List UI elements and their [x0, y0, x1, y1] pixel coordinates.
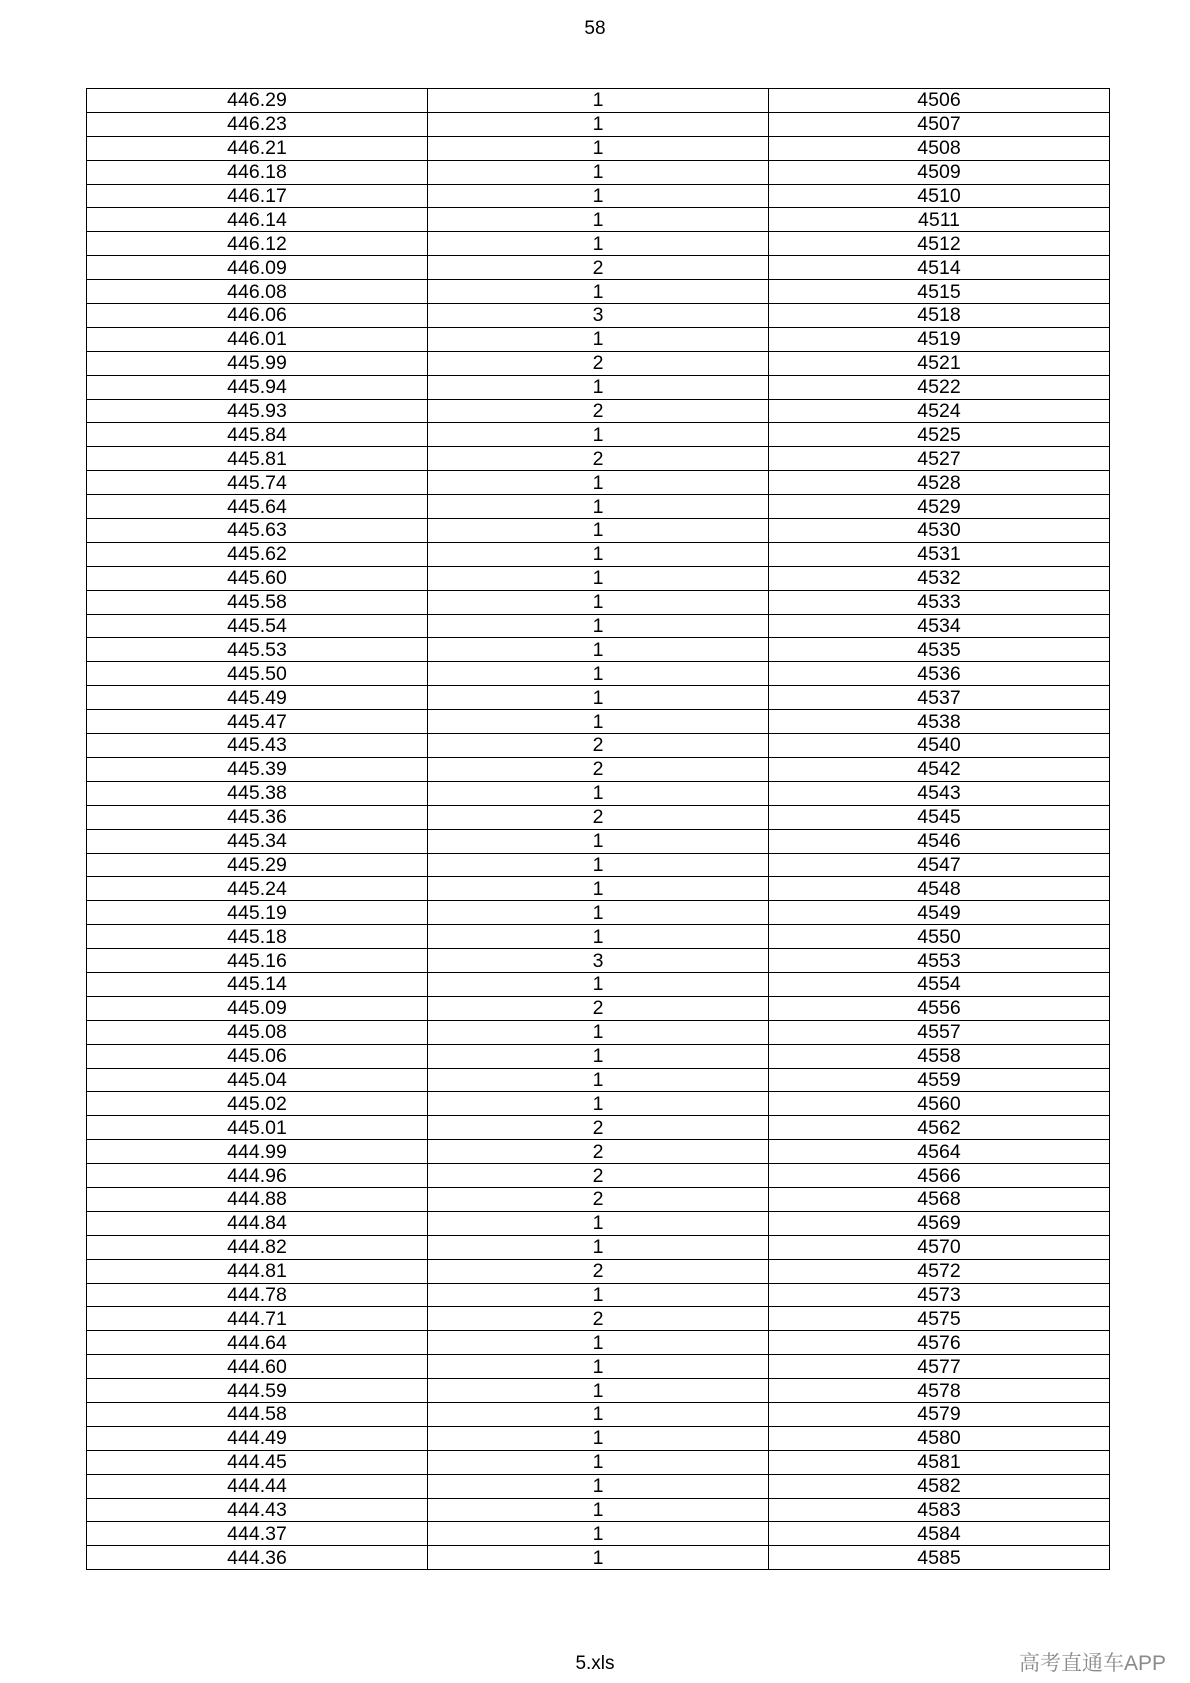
table-row — [87, 1331, 1110, 1355]
score-cell: 445.53 — [87, 638, 428, 662]
table-row — [87, 805, 1110, 829]
cumulative-cell: 4510 — [769, 184, 1110, 208]
score-cell: 445.08 — [87, 1020, 428, 1044]
cumulative-cell: 4515 — [769, 280, 1110, 304]
cumulative-cell: 4562 — [769, 1116, 1110, 1140]
table-row — [87, 949, 1110, 973]
count-cell: 1 — [428, 136, 769, 160]
cumulative-cell: 4531 — [769, 542, 1110, 566]
cumulative-cell: 4559 — [769, 1068, 1110, 1092]
table-row — [87, 1283, 1110, 1307]
cumulative-cell: 4558 — [769, 1044, 1110, 1068]
table-row — [87, 925, 1110, 949]
score-cell: 444.99 — [87, 1140, 428, 1164]
score-cell: 445.04 — [87, 1068, 428, 1092]
count-cell: 1 — [428, 781, 769, 805]
table-row — [87, 566, 1110, 590]
count-cell: 1 — [428, 901, 769, 925]
table-row — [87, 1044, 1110, 1068]
table-row — [87, 1164, 1110, 1188]
count-cell: 2 — [428, 1187, 769, 1211]
count-cell: 1 — [428, 471, 769, 495]
score-cell: 444.81 — [87, 1259, 428, 1283]
count-cell: 1 — [428, 375, 769, 399]
table-row — [87, 996, 1110, 1020]
cumulative-cell: 4557 — [769, 1020, 1110, 1044]
cumulative-cell: 4538 — [769, 710, 1110, 734]
count-cell: 2 — [428, 256, 769, 280]
count-cell: 1 — [428, 208, 769, 232]
count-cell: 1 — [428, 638, 769, 662]
cumulative-cell: 4581 — [769, 1450, 1110, 1474]
table-row — [87, 184, 1110, 208]
cumulative-cell: 4585 — [769, 1546, 1110, 1570]
count-cell: 1 — [428, 1355, 769, 1379]
count-cell: 2 — [428, 351, 769, 375]
score-cell: 445.81 — [87, 447, 428, 471]
cumulative-cell: 4543 — [769, 781, 1110, 805]
score-cell: 446.14 — [87, 208, 428, 232]
count-cell: 1 — [428, 423, 769, 447]
table-row — [87, 686, 1110, 710]
cumulative-cell: 4511 — [769, 208, 1110, 232]
cumulative-cell: 4507 — [769, 112, 1110, 136]
table-row — [87, 757, 1110, 781]
table-row — [87, 1355, 1110, 1379]
table-row — [87, 1140, 1110, 1164]
count-cell: 1 — [428, 1450, 769, 1474]
score-cell: 445.16 — [87, 949, 428, 973]
score-cell: 445.58 — [87, 590, 428, 614]
score-cell: 444.49 — [87, 1426, 428, 1450]
cumulative-cell: 4584 — [769, 1522, 1110, 1546]
cumulative-cell: 4522 — [769, 375, 1110, 399]
count-cell: 2 — [428, 1140, 769, 1164]
score-cell: 445.93 — [87, 399, 428, 423]
count-cell: 1 — [428, 160, 769, 184]
score-cell: 445.84 — [87, 423, 428, 447]
cumulative-cell: 4524 — [769, 399, 1110, 423]
score-cell: 446.23 — [87, 112, 428, 136]
score-cell: 445.94 — [87, 375, 428, 399]
table-row — [87, 972, 1110, 996]
table-row — [87, 901, 1110, 925]
table-row — [87, 1402, 1110, 1426]
score-cell: 445.43 — [87, 734, 428, 758]
count-cell: 1 — [428, 829, 769, 853]
table-row — [87, 662, 1110, 686]
score-cell: 446.18 — [87, 160, 428, 184]
count-cell: 1 — [428, 112, 769, 136]
count-cell: 2 — [428, 1116, 769, 1140]
cumulative-cell: 4576 — [769, 1331, 1110, 1355]
table-row — [87, 375, 1110, 399]
cumulative-cell: 4506 — [769, 89, 1110, 113]
score-cell: 446.06 — [87, 304, 428, 328]
score-cell: 444.84 — [87, 1211, 428, 1235]
cumulative-cell: 4583 — [769, 1498, 1110, 1522]
cumulative-cell: 4529 — [769, 495, 1110, 519]
count-cell: 1 — [428, 280, 769, 304]
footer-file-name: 5.xls — [575, 1653, 615, 1674]
count-cell: 1 — [428, 1283, 769, 1307]
cumulative-cell: 4527 — [769, 447, 1110, 471]
table-row — [87, 710, 1110, 734]
count-cell: 2 — [428, 1164, 769, 1188]
cumulative-cell: 4532 — [769, 566, 1110, 590]
count-cell: 1 — [428, 519, 769, 543]
table-row — [87, 590, 1110, 614]
cumulative-cell: 4582 — [769, 1474, 1110, 1498]
cumulative-cell: 4533 — [769, 590, 1110, 614]
count-cell: 1 — [428, 1235, 769, 1259]
table-row — [87, 1187, 1110, 1211]
table-row — [87, 112, 1110, 136]
count-cell: 2 — [428, 757, 769, 781]
count-cell: 1 — [428, 853, 769, 877]
table-row — [87, 1211, 1110, 1235]
table-row — [87, 519, 1110, 543]
score-cell: 444.45 — [87, 1450, 428, 1474]
cumulative-cell: 4577 — [769, 1355, 1110, 1379]
count-cell: 1 — [428, 1474, 769, 1498]
cumulative-cell: 4566 — [769, 1164, 1110, 1188]
table-row — [87, 208, 1110, 232]
table-row — [87, 1307, 1110, 1331]
count-cell: 2 — [428, 734, 769, 758]
cumulative-cell: 4535 — [769, 638, 1110, 662]
score-cell: 444.82 — [87, 1235, 428, 1259]
count-cell: 2 — [428, 805, 769, 829]
cumulative-cell: 4528 — [769, 471, 1110, 495]
table-row — [87, 877, 1110, 901]
score-cell: 444.60 — [87, 1355, 428, 1379]
score-cell: 445.36 — [87, 805, 428, 829]
cumulative-cell: 4560 — [769, 1092, 1110, 1116]
table-row — [87, 399, 1110, 423]
count-cell: 2 — [428, 996, 769, 1020]
score-cell: 445.18 — [87, 925, 428, 949]
cumulative-cell: 4569 — [769, 1211, 1110, 1235]
cumulative-cell: 4550 — [769, 925, 1110, 949]
table-row — [87, 89, 1110, 113]
table-row — [87, 1068, 1110, 1092]
score-cell: 445.19 — [87, 901, 428, 925]
score-cell: 444.64 — [87, 1331, 428, 1355]
cumulative-cell: 4530 — [769, 519, 1110, 543]
table-row — [87, 734, 1110, 758]
cumulative-cell: 4519 — [769, 327, 1110, 351]
score-cell: 444.37 — [87, 1522, 428, 1546]
count-cell: 1 — [428, 877, 769, 901]
table-row — [87, 1522, 1110, 1546]
count-cell: 1 — [428, 686, 769, 710]
score-cell: 445.01 — [87, 1116, 428, 1140]
table-row — [87, 447, 1110, 471]
table-row — [87, 542, 1110, 566]
table-row — [87, 1546, 1110, 1570]
cumulative-cell: 4525 — [769, 423, 1110, 447]
cumulative-cell: 4546 — [769, 829, 1110, 853]
score-cell: 446.21 — [87, 136, 428, 160]
cumulative-cell: 4579 — [769, 1402, 1110, 1426]
score-cell: 445.63 — [87, 519, 428, 543]
cumulative-cell: 4580 — [769, 1426, 1110, 1450]
score-cell: 445.60 — [87, 566, 428, 590]
score-cell: 445.39 — [87, 757, 428, 781]
score-cell: 445.62 — [87, 542, 428, 566]
cumulative-cell: 4508 — [769, 136, 1110, 160]
count-cell: 1 — [428, 495, 769, 519]
cumulative-cell: 4545 — [769, 805, 1110, 829]
table-row — [87, 1092, 1110, 1116]
count-cell: 1 — [428, 1522, 769, 1546]
cumulative-cell: 4521 — [769, 351, 1110, 375]
table-row — [87, 1426, 1110, 1450]
cumulative-cell: 4534 — [769, 614, 1110, 638]
score-cell: 445.02 — [87, 1092, 428, 1116]
score-cell: 446.29 — [87, 89, 428, 113]
cumulative-cell: 4568 — [769, 1187, 1110, 1211]
score-cell: 445.29 — [87, 853, 428, 877]
score-cell: 445.64 — [87, 495, 428, 519]
count-cell: 1 — [428, 1331, 769, 1355]
score-cell: 446.09 — [87, 256, 428, 280]
table-row — [87, 136, 1110, 160]
table-row — [87, 160, 1110, 184]
count-cell: 1 — [428, 710, 769, 734]
cumulative-cell: 4553 — [769, 949, 1110, 973]
score-cell: 446.08 — [87, 280, 428, 304]
table-row — [87, 1498, 1110, 1522]
count-cell: 1 — [428, 327, 769, 351]
score-cell: 445.54 — [87, 614, 428, 638]
cumulative-cell: 4518 — [769, 304, 1110, 328]
count-cell: 1 — [428, 1211, 769, 1235]
count-cell: 2 — [428, 1307, 769, 1331]
page-number: 58 — [584, 18, 606, 39]
table-row — [87, 1020, 1110, 1044]
score-cell: 445.74 — [87, 471, 428, 495]
count-cell: 1 — [428, 232, 769, 256]
count-cell: 1 — [428, 590, 769, 614]
table-row — [87, 614, 1110, 638]
table-row — [87, 1474, 1110, 1498]
table-row — [87, 495, 1110, 519]
score-table — [86, 88, 1110, 1570]
cumulative-cell: 4512 — [769, 232, 1110, 256]
table-row — [87, 1116, 1110, 1140]
table-row — [87, 232, 1110, 256]
cumulative-cell: 4570 — [769, 1235, 1110, 1259]
score-cell: 445.49 — [87, 686, 428, 710]
score-cell: 445.47 — [87, 710, 428, 734]
table-body — [87, 89, 1110, 1570]
cumulative-cell: 4537 — [769, 686, 1110, 710]
cumulative-cell: 4573 — [769, 1283, 1110, 1307]
score-cell: 444.58 — [87, 1402, 428, 1426]
table-row — [87, 256, 1110, 280]
score-cell: 444.88 — [87, 1187, 428, 1211]
cumulative-cell: 4540 — [769, 734, 1110, 758]
watermark: 高考直通车APP — [1018, 1652, 1166, 1675]
score-cell: 444.44 — [87, 1474, 428, 1498]
cumulative-cell: 4548 — [769, 877, 1110, 901]
count-cell: 3 — [428, 949, 769, 973]
table-row — [87, 781, 1110, 805]
table-row — [87, 280, 1110, 304]
score-cell: 444.59 — [87, 1379, 428, 1403]
cumulative-cell: 4509 — [769, 160, 1110, 184]
count-cell: 1 — [428, 1020, 769, 1044]
score-cell: 445.38 — [87, 781, 428, 805]
count-cell: 2 — [428, 399, 769, 423]
table-row — [87, 471, 1110, 495]
score-cell: 444.78 — [87, 1283, 428, 1307]
cumulative-cell: 4549 — [769, 901, 1110, 925]
count-cell: 1 — [428, 566, 769, 590]
score-cell: 444.96 — [87, 1164, 428, 1188]
table-row — [87, 1450, 1110, 1474]
count-cell: 1 — [428, 1426, 769, 1450]
count-cell: 1 — [428, 1498, 769, 1522]
count-cell: 2 — [428, 447, 769, 471]
count-cell: 1 — [428, 184, 769, 208]
score-cell: 445.14 — [87, 972, 428, 996]
table-row — [87, 1259, 1110, 1283]
cumulative-cell: 4556 — [769, 996, 1110, 1020]
cumulative-cell: 4514 — [769, 256, 1110, 280]
score-cell: 445.09 — [87, 996, 428, 1020]
score-cell: 445.99 — [87, 351, 428, 375]
cumulative-cell: 4572 — [769, 1259, 1110, 1283]
table-row — [87, 423, 1110, 447]
score-cell: 446.17 — [87, 184, 428, 208]
cumulative-cell: 4575 — [769, 1307, 1110, 1331]
score-cell: 444.71 — [87, 1307, 428, 1331]
table-row — [87, 351, 1110, 375]
score-cell: 444.36 — [87, 1546, 428, 1570]
table-row — [87, 638, 1110, 662]
count-cell: 1 — [428, 1092, 769, 1116]
score-cell: 445.06 — [87, 1044, 428, 1068]
score-cell: 445.34 — [87, 829, 428, 853]
table-row — [87, 304, 1110, 328]
count-cell: 1 — [428, 925, 769, 949]
count-cell: 1 — [428, 972, 769, 996]
count-cell: 1 — [428, 1402, 769, 1426]
cumulative-cell: 4554 — [769, 972, 1110, 996]
count-cell: 3 — [428, 304, 769, 328]
count-cell: 1 — [428, 1044, 769, 1068]
table-row — [87, 853, 1110, 877]
score-cell: 445.24 — [87, 877, 428, 901]
count-cell: 1 — [428, 662, 769, 686]
score-cell: 445.50 — [87, 662, 428, 686]
cumulative-cell: 4547 — [769, 853, 1110, 877]
cumulative-cell: 4578 — [769, 1379, 1110, 1403]
count-cell: 1 — [428, 1546, 769, 1570]
cumulative-cell: 4536 — [769, 662, 1110, 686]
table-row — [87, 829, 1110, 853]
count-cell: 1 — [428, 542, 769, 566]
count-cell: 1 — [428, 614, 769, 638]
cumulative-cell: 4564 — [769, 1140, 1110, 1164]
score-cell: 444.43 — [87, 1498, 428, 1522]
count-cell: 1 — [428, 1068, 769, 1092]
table-row — [87, 327, 1110, 351]
score-cell: 446.01 — [87, 327, 428, 351]
count-cell: 1 — [428, 89, 769, 113]
count-cell: 2 — [428, 1259, 769, 1283]
count-cell: 1 — [428, 1379, 769, 1403]
cumulative-cell: 4542 — [769, 757, 1110, 781]
score-cell: 446.12 — [87, 232, 428, 256]
table-row — [87, 1235, 1110, 1259]
table-row — [87, 1379, 1110, 1403]
